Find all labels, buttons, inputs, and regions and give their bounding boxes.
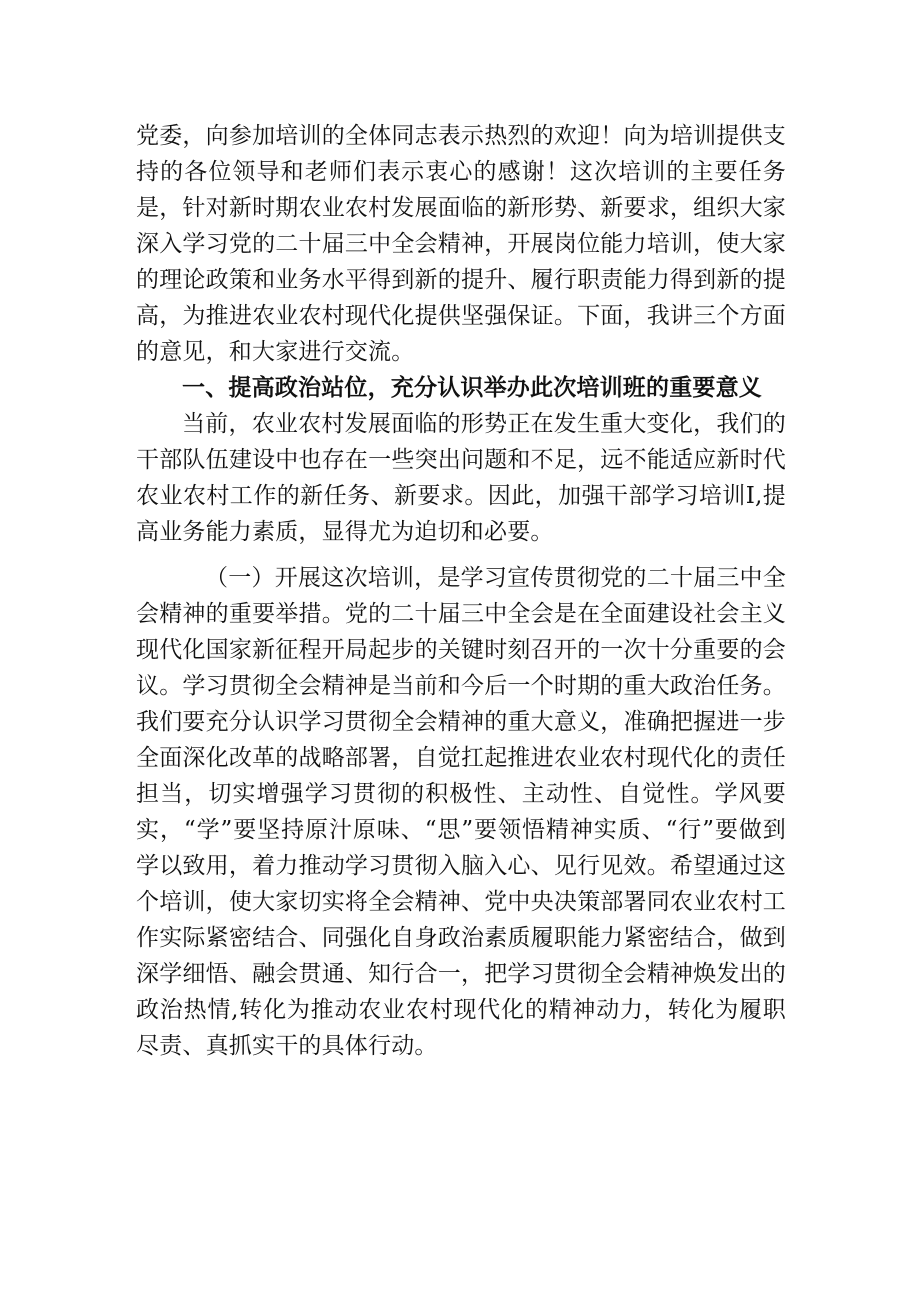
section-heading-1: 一、提高政治站位，充分认识举办此次培训班的重要意义: [182, 375, 762, 401]
paragraph-current-situation: 当前，农业农村发展面临的形势正在发生重大变化，我们的干部队伍建设中也存在一些突出问题和不足，远不能适应新时代农业农村工作的新任务、新要求。因此，加强干部学习培训I,提高业务能力素质，显得尤为迫切和必要。: [136, 411, 786, 545]
document-body: [136, 118, 786, 1064]
paragraph-point-1: （一）开展这次培训，是学习宣传贯彻党的二十届三中全会精神的重要举措。党的二十届三中全会是在全面建设社会主义现代化国家新征程开局起步的关键时刻召开的一次十分重要的会议。学习贯彻全会精神是当前和今后一个时期的重大政治任务。我们要充分认识学习贯彻全会精神的重大意义，准确把握进一步全面深化改革的战略部署，自觉扛起推进农业农村现代化的责任担当，切实增强学习贯彻的积极性、主动性、自觉性。学风要实，“学”要坚持原汁原味、“思”要领悟精神实质、“行”要做到学以致用，着力推动学习贯彻入脑入心、见行见效。希望通过这个培训，使大家切实将全会精神、党中央决策部署同农业农村工作实际紧密结合、同强化自身政治素质履职能力紧密结合，做到深学细悟、融会贯通、知行合一，把学习贯彻全会精神焕发出的政治热情,转化为推动农业农村现代化的精神动力，转化为履职尽责、真抓实干的具体行动。: [136, 565, 786, 1059]
paragraph-spacer: [136, 550, 786, 560]
paragraph-opening: 党委，向参加培训的全体同志表示热烈的欢迎！向为培训提供支持的各位领导和老师们表示衷心的感谢！这次培训的主要任务是，针对新时期农业农村发展面临的新形势、新要求，组织大家深入学习党的二十届三中全会精神，开展岗位能力培训，使大家的理论政策和业务水平得到新的提升、履行职责能力得到新的提高，为推进农业农村现代化提供坚强保证。下面，我讲三个方面的意见，和大家进行交流。: [136, 123, 786, 365]
